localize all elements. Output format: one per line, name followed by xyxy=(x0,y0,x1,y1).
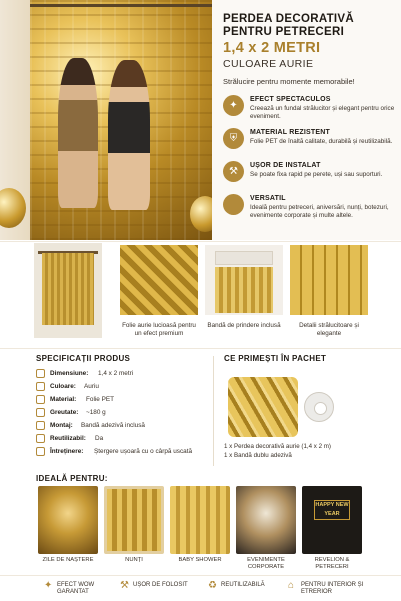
home-icon: ⌂ xyxy=(288,580,295,591)
feature-title: EFECT SPECTACULOS xyxy=(250,96,331,103)
spec-row xyxy=(36,395,211,405)
happy-new-year-sign: HAPPY NEW YEAR xyxy=(314,500,350,520)
ideal-caption: ZILE DE NAȘTERE xyxy=(42,557,94,563)
wedding-image xyxy=(104,486,164,554)
feature-title: VERSATIL xyxy=(250,195,286,202)
ideal-caption: NUNȚI xyxy=(125,557,143,563)
curtain-full-image xyxy=(34,243,102,338)
ideal-caption: BABY SHOWER xyxy=(178,557,222,563)
tagline: Strălucire pentru momente memorabile! xyxy=(223,77,355,86)
mount-icon xyxy=(36,421,45,430)
spec-label: Reutilizabil: xyxy=(50,435,86,442)
weight-icon xyxy=(36,408,45,417)
ideal-caption: EVENIMENTE CORPORATE xyxy=(247,557,285,570)
spec-row xyxy=(36,408,211,418)
benefit-label: PENTRU INTERIOR ȘI ETRERIOR xyxy=(301,582,364,595)
feature-title: MATERIAL REZISTENT xyxy=(250,129,330,136)
package-item: 1 x Bandă dublu adezivă xyxy=(224,452,292,459)
tape-detail-image xyxy=(205,245,283,315)
circle-icon xyxy=(223,194,244,215)
palette-icon xyxy=(36,382,45,391)
gold-balloon xyxy=(190,196,212,232)
benefits-bar xyxy=(0,575,401,601)
benefit-label: REUTILIZABILĂ xyxy=(221,582,265,588)
product-title-line2: PENTRU PETRECERI xyxy=(223,26,345,38)
birthday-image xyxy=(38,486,98,554)
product-size: 1,4 x 2 METRI xyxy=(223,40,321,56)
spec-value: 1,4 x 2 metri xyxy=(98,370,134,377)
package-item: 1 x Perdea decorativă aurie (1,4 x 2 m) xyxy=(224,443,331,450)
spec-row xyxy=(36,421,211,431)
benefit-label: UȘOR DE FOLOSIT xyxy=(133,582,188,588)
spec-row xyxy=(36,447,211,457)
ruler-icon xyxy=(36,369,45,378)
baby-shower-image xyxy=(170,486,230,554)
spec-value: Ștergere ușoară cu o cârpă uscată xyxy=(94,448,193,455)
hero-photo xyxy=(30,0,212,240)
woman-gold-dress xyxy=(58,58,98,208)
feature-description: Folie PET de înaltă calitate, durabilă și reutilizabilă. xyxy=(250,138,393,145)
shine-detail-image xyxy=(290,245,368,315)
new-year-image xyxy=(302,486,362,554)
spec-label: Dimensiune: xyxy=(50,370,89,377)
feature-description: Se poate fixa rapid pe perete, uși sau suporturi. xyxy=(250,171,383,178)
hero-section xyxy=(0,0,401,240)
recycle-icon: ♻ xyxy=(208,580,217,591)
package-title: CE PRIMEȘTI ÎN PACHET xyxy=(224,354,327,363)
section-divider xyxy=(213,356,214,466)
spec-value: Auriu xyxy=(84,383,99,390)
corporate-event-image xyxy=(236,486,296,554)
shield-icon: ⛨ xyxy=(223,128,244,149)
detail-caption: Folie aurie lucioasă pentru un efect premium xyxy=(122,322,196,337)
feature-description: Ideală pentru petreceri, aniversări, nunți, botezuri, evenimente corporate și multe altele. xyxy=(250,204,389,219)
spec-label: Culoare: xyxy=(50,383,76,390)
product-title-line1: PERDEA DECORATIVĂ xyxy=(223,13,354,25)
tools-icon: ⚒ xyxy=(120,580,129,591)
ideal-caption: REVELION & PETRECERI xyxy=(314,557,350,570)
spec-value: Folie PET xyxy=(86,396,115,403)
spec-row xyxy=(36,369,211,379)
packed-curtain-image xyxy=(228,377,298,437)
detail-caption: Bandă de prindere inclusă xyxy=(207,322,281,329)
recycle-icon xyxy=(36,434,45,443)
spec-row xyxy=(36,434,211,444)
gold-curtain xyxy=(42,253,94,325)
foil-fringe xyxy=(215,267,273,313)
spec-label: Material: xyxy=(50,396,77,403)
ideal-for-title: IDEALĂ PENTRU: xyxy=(36,474,108,483)
care-icon xyxy=(36,447,45,456)
spec-label: Montaj: xyxy=(50,422,73,429)
curtain-rod xyxy=(30,4,212,7)
feature-title: UȘOR DE INSTALAT xyxy=(250,162,321,169)
tape-roll-image xyxy=(304,392,334,422)
spec-row xyxy=(36,382,211,392)
spec-label: Întreținere: xyxy=(50,448,84,455)
product-color: CULOARE AURIE xyxy=(223,58,314,70)
adhesive-tape xyxy=(215,251,273,265)
sparkle-icon: ✦ xyxy=(44,580,53,591)
tools-icon: ⚒ xyxy=(223,161,244,182)
foil-closeup-image xyxy=(120,245,198,315)
spec-value: Da xyxy=(95,435,104,442)
material-icon xyxy=(36,395,45,404)
spec-label: Greutate: xyxy=(50,409,79,416)
spec-value: Bandă adezivă inclusă xyxy=(81,422,145,429)
benefit-label: EFECT WOW GARANTAT xyxy=(57,582,95,595)
specs-title: SPECIFICAȚII PRODUS xyxy=(36,354,131,363)
woman-sequin-dress xyxy=(108,60,150,210)
feature-description: Creează un fundal strălucitor și elegant pentru orice eveniment. xyxy=(250,105,395,120)
spec-value: ~180 g xyxy=(86,409,106,416)
sparkle-icon: ✦ xyxy=(223,95,244,116)
detail-caption: Detalii strălucitoare și elegante xyxy=(299,322,359,337)
